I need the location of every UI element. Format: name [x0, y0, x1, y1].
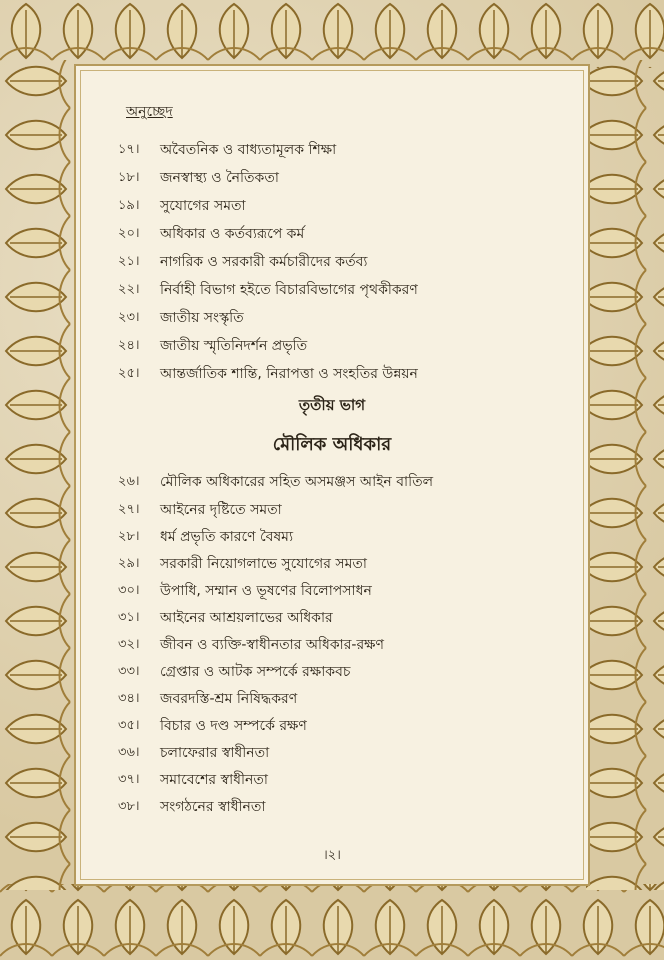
list-item — [118, 579, 372, 603]
item-text: নির্বাহী বিভাগ হইতে বিচারবিভাগের পৃথকীকরণ — [160, 282, 418, 298]
item-number: ২৯। — [118, 555, 140, 571]
item-text: সংগঠনের স্বাধীনতা — [160, 799, 266, 815]
item-text: জাতীয় সংস্কৃতি — [160, 310, 244, 326]
item-text: সমাবেশের স্বাধীনতা — [160, 772, 268, 788]
item-text: জবরদস্তি-শ্রম নিষিদ্ধকরণ — [160, 691, 298, 707]
list-item — [118, 633, 384, 657]
list-item — [118, 552, 367, 576]
item-number: ৩২। — [118, 636, 140, 652]
item-text: আন্তর্জাতিক শান্তি, নিরাপত্তা ও সংহতির উন্নয়ন — [160, 366, 418, 382]
list-item — [118, 741, 269, 765]
item-text: মৌলিক অধিকারের সহিত অসমঞ্জস আইন বাতিল — [160, 474, 434, 490]
item-text: জনস্বাস্থ্য ও নৈতিকতা — [160, 170, 279, 186]
item-text: জীবন ও ব্যক্তি-স্বাধীনতার অধিকার-রক্ষণ — [160, 637, 384, 653]
item-number: ২৭। — [118, 501, 140, 517]
list-item — [118, 795, 265, 819]
item-number: ২০। — [118, 225, 140, 241]
item-number: ২৮। — [118, 528, 140, 544]
item-number: ৩১। — [118, 609, 140, 625]
item-number: ৩৫। — [118, 717, 140, 733]
page-number: ।২। — [323, 848, 341, 863]
item-number: ১৭। — [118, 141, 140, 157]
item-text: জাতীয় স্মৃতিনিদর্শন প্রভৃতি — [160, 338, 308, 354]
list-item — [118, 166, 279, 190]
item-text: অবৈতনিক ও বাধ্যতামূলক শিক্ষা — [160, 142, 337, 158]
list-item — [118, 334, 307, 358]
item-number: ২৫। — [118, 365, 140, 381]
section-label: অনুচ্ছেদ — [126, 104, 173, 120]
item-text: আইনের আশ্রয়লাভের অধিকার — [160, 610, 333, 626]
item-number: ৩৮। — [118, 798, 140, 814]
list-item — [118, 138, 336, 162]
item-text: অধিকার ও কর্তব্যরূপে কর্ম — [160, 226, 305, 242]
item-number: ১৮। — [118, 169, 140, 185]
item-number: ১৯। — [118, 197, 140, 213]
item-number: ২১। — [118, 253, 140, 269]
item-number: ৩০। — [118, 582, 140, 598]
list-item — [118, 525, 293, 549]
main-title: মৌলিক অধিকার — [272, 434, 392, 455]
content-panel — [74, 64, 590, 886]
item-text: গ্রেপ্তার ও আটক সম্পর্কে রক্ষাকবচ — [160, 664, 351, 680]
list-item — [118, 606, 333, 630]
part-title: তৃতীয় ভাগ — [298, 396, 366, 414]
item-text: সুযোগের সমতা — [160, 198, 246, 214]
list-item — [118, 714, 307, 738]
item-number: ২২। — [118, 281, 140, 297]
item-text: আইনের দৃষ্টিতে সমতা — [160, 502, 282, 518]
item-number: ২৩। — [118, 309, 140, 325]
item-text: চলাফেরার স্বাধীনতা — [160, 745, 270, 761]
list-item — [118, 250, 367, 274]
item-number: ২৬। — [118, 473, 140, 489]
item-number: ৩৭। — [118, 771, 140, 787]
item-number: ৩৪। — [118, 690, 140, 706]
list-item — [118, 306, 244, 330]
list-item — [118, 470, 433, 494]
list-item — [118, 362, 418, 386]
item-text: উপাধি, সম্মান ও ভূষণের বিলোপসাধন — [160, 583, 372, 599]
item-text: নাগরিক ও সরকারী কর্মচারীদের কর্তব্য — [160, 254, 368, 270]
list-item — [118, 768, 268, 792]
list-item — [118, 222, 304, 246]
item-number: ৩৬। — [118, 744, 140, 760]
list-item — [118, 687, 297, 711]
item-text: বিচার ও দণ্ড সম্পর্কে রক্ষণ — [160, 718, 307, 734]
list-item — [118, 194, 246, 218]
list-item — [118, 660, 350, 684]
list-item — [118, 278, 418, 302]
list-item — [118, 498, 282, 522]
item-number: ৩৩। — [118, 663, 140, 679]
item-number: ২৪। — [118, 337, 140, 353]
item-text: ধর্ম প্রভৃতি কারণে বৈষম্য — [160, 529, 294, 545]
item-text: সরকারী নিয়োগলাভে সুযোগের সমতা — [160, 556, 367, 572]
